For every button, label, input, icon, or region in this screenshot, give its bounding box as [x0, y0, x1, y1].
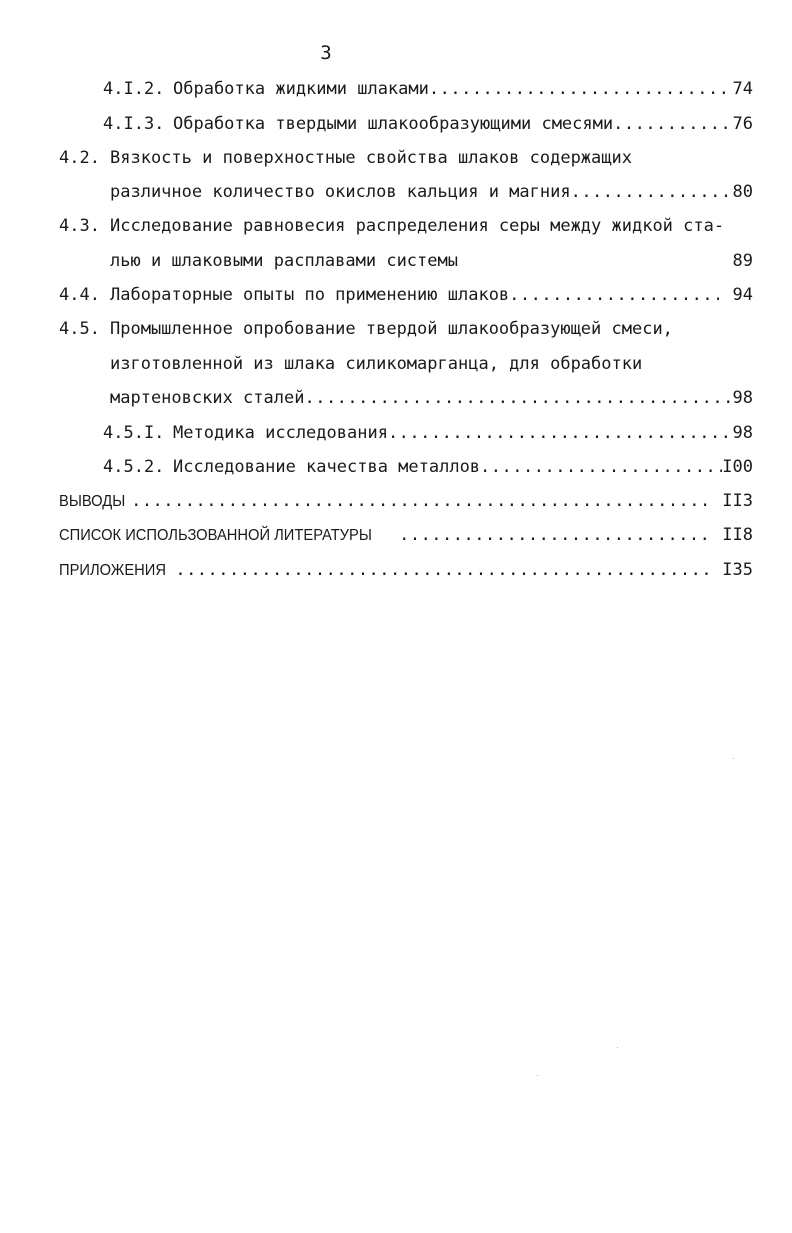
toc-entry-page: 94: [732, 285, 753, 305]
toc-entry: [103, 111, 753, 137]
toc-entry-number: 4.4.: [59, 285, 100, 305]
toc-entry-page: I35: [722, 560, 753, 580]
toc-entry-title-cont: различное количество окислов кальция и магния: [110, 182, 571, 202]
toc-entry-title-cont: лью и шлаковыми расплавами системы: [110, 251, 458, 271]
toc-entry-title: Промышленное опробование твердой шлакообразующей смеси,: [110, 319, 673, 339]
toc-entry: [59, 145, 753, 171]
toc-entry-continuation: [110, 351, 753, 377]
toc-entry: [103, 420, 753, 446]
leader-dots: [429, 76, 731, 102]
leader-dots: [613, 111, 730, 137]
toc-entry-number: 4.2.: [59, 148, 100, 168]
toc-entry-page: 80: [732, 182, 753, 202]
toc-entry-number: 4.I.3.: [103, 114, 165, 134]
toc-entry-title-cont: мартеновских сталей: [110, 388, 305, 408]
toc-entry-page: 98: [732, 388, 753, 408]
toc-entry-page: 74: [732, 79, 753, 99]
toc-entry-title-cont: изготовленной из шлака силикомарганца, для обработки: [110, 354, 643, 374]
leader-dots: [480, 454, 722, 480]
toc-entry-title: Лабораторные опыты по применению шлаков: [110, 285, 510, 305]
toc-entry-number: 4.5.I.: [103, 423, 165, 443]
toc-entry-title: Обработка твердыми шлакообразующими смесями: [173, 114, 614, 134]
toc-entry: [103, 454, 753, 480]
toc-entry: [59, 213, 753, 239]
leader-dots: [388, 420, 731, 446]
toc-entry-page: II8: [722, 525, 753, 545]
toc-entry: [59, 557, 753, 583]
toc-entry-title: ПРИЛОЖЕНИЯ: [59, 562, 167, 579]
toc-entry-page: 89: [732, 251, 753, 271]
toc-entry-page: II3: [722, 491, 753, 511]
toc-entry: [103, 76, 753, 102]
toc-entry-number: 4.5.2.: [103, 457, 165, 477]
toc-entry-number: 4.I.2.: [103, 79, 165, 99]
toc-entry-page: I00: [722, 457, 753, 477]
toc-entry-number: 4.5.: [59, 319, 100, 339]
leader-dots: [399, 522, 712, 548]
toc-entry-title: Обработка жидкими шлаками: [173, 79, 429, 99]
leader-dots: [304, 385, 730, 411]
toc-entry-continuation: [110, 385, 753, 411]
leader-dots: [131, 488, 712, 514]
toc-entry-title: Методика исследования: [173, 423, 388, 443]
toc-entry: [59, 316, 753, 342]
toc-entry-page: 76: [732, 114, 753, 134]
toc-entry: [59, 522, 753, 548]
toc-entry: [59, 488, 753, 514]
toc-entry-title: СПИСОК ИСПОЛЬЗОВАННОЙ ЛИТЕРАТУРЫ: [59, 527, 372, 544]
toc-entry: [59, 282, 753, 308]
leader-dots: [509, 282, 718, 308]
scan-speck: [733, 758, 734, 759]
leader-dots: [175, 557, 712, 583]
scan-speck: [537, 1075, 538, 1076]
toc-entry-number: 4.3.: [59, 216, 100, 236]
toc-entry-title: ВЫВОДЫ: [59, 493, 126, 510]
leader-dots: [571, 179, 731, 205]
toc-entry-title: Вязкость и поверхностные свойства шлаков содержащих: [110, 148, 632, 168]
toc-entry-title: Исследование равновесия распределения серы между жидкой ста-: [110, 216, 725, 236]
toc-entry-page: 98: [732, 423, 753, 443]
scan-speck: [617, 1047, 618, 1048]
toc-entry-title: Исследование качества металлов: [173, 457, 481, 477]
page-number: 3: [320, 42, 332, 64]
toc-entry-continuation: [110, 179, 753, 205]
toc-entry-continuation: [110, 248, 753, 274]
